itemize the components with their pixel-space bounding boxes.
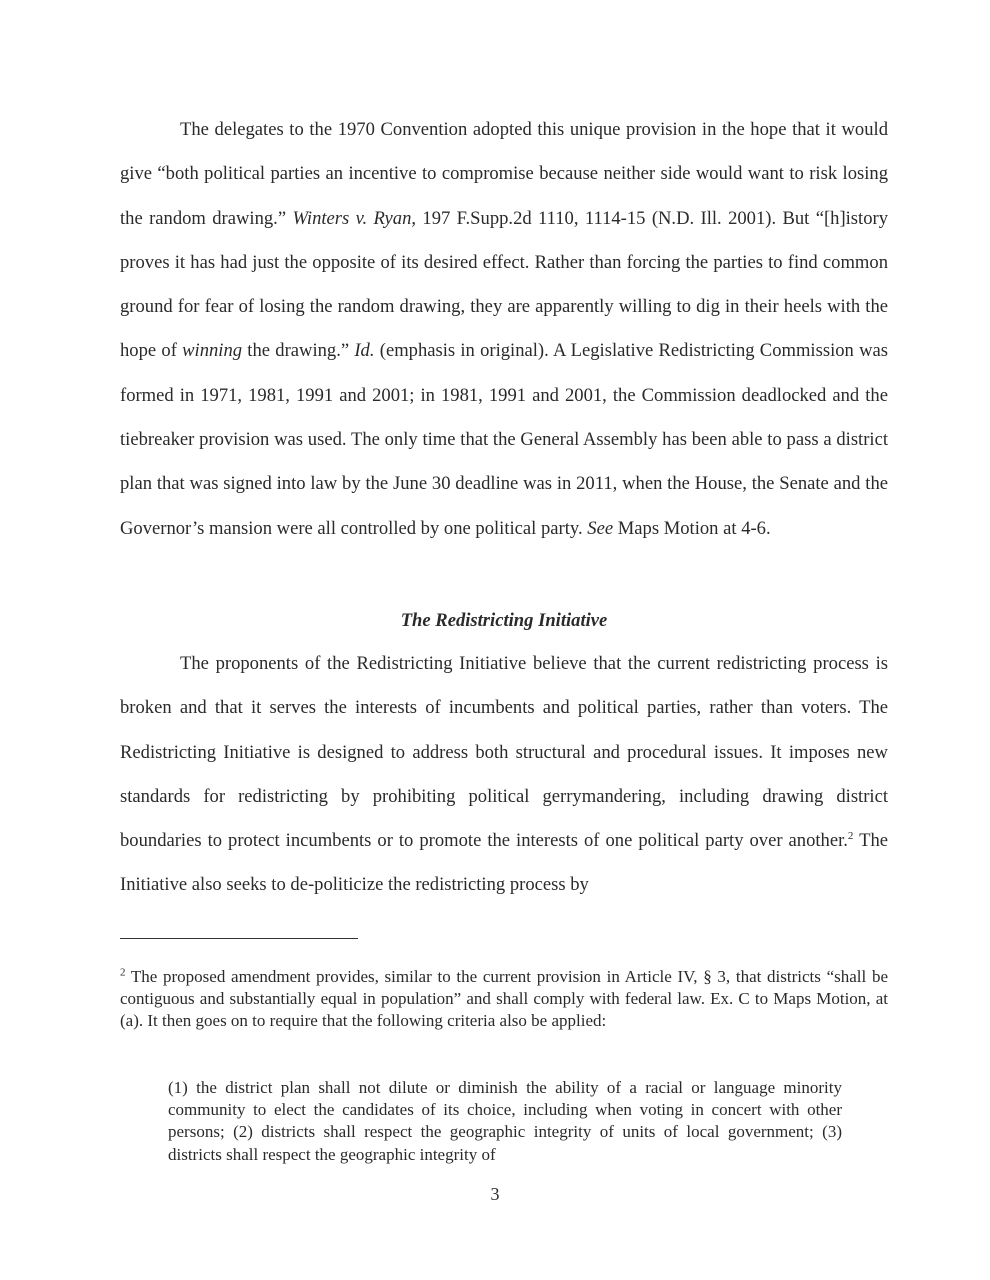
section-heading: The Redistricting Initiative bbox=[400, 610, 608, 631]
page-number: 3 bbox=[490, 1184, 500, 1204]
footnote-text: The proposed amendment provides, similar to the current provision in Article IV, § 3, that districts “shall be contiguous and substantially equal in population” and shall comply with federal law. Ex. C to Maps Motion, at (a). It then goes on to require that the following criteria also be applied: bbox=[120, 967, 888, 1031]
para2-text-1: The proponents of the Redistricting Initiative believe that the current redistricting process is broken and that it serves the interests of incumbents and political parties, rather than voters. The Redistricting Initiative is designed to address both structural and procedural issues. It imposes new standards for redistricting by prohibiting political gerrymandering, including drawing district boundaries to protect incumbents or to promote the interests of one political party over another. bbox=[120, 653, 888, 852]
para2-text-2: The Initiative also seeks to de-politicize the redistricting process by bbox=[120, 830, 888, 896]
para1-text-2: , 197 F.Supp.2d 1110, 1114-15 (N.D. Ill. 2001). But “[h]istory proves it has had just the opposite of its desired effect. Rather than forcing the parties to find common ground for fear of losing the random drawing, they are apparently willing to dig in their heels with the hope of bbox=[120, 207, 888, 362]
footnote-block-quote: (1) the district plan shall not dilute or diminish the ability of a racial or language minority community to elect the candidates of its choice, including when voting in concert with other persons; (2) districts shall respect the geographic integrity of units of local government; (3) districts shall respect the geographic integrity of bbox=[168, 1078, 842, 1164]
footnote-number: 2 bbox=[120, 966, 126, 979]
para1-text-3: the drawing.” bbox=[242, 340, 355, 362]
emphasis-winning: winning bbox=[182, 340, 243, 362]
see-signal: See bbox=[587, 517, 614, 539]
case-citation-winters-v-ryan: Winters v. Ryan bbox=[292, 207, 412, 229]
body-paragraph-convention-history bbox=[120, 108, 888, 551]
para1-text-4: (emphasis in original). A Legislative Redistricting Commission was formed in 1971, 1981, 1991 and 2001; in 1981, 1991 and 2001, the Commission deadlocked and the tiebreaker provision was used. The only time that the General Assembly has been able to pass a district plan that was signed into law by the June 30 deadline was in 2011, when the House, the Senate and the Governor’s mansion were all controlled by one political party. bbox=[120, 340, 888, 539]
para1-text-5: Maps Motion at 4-6. bbox=[613, 517, 771, 539]
id-citation: Id. bbox=[354, 340, 375, 362]
para1-text-1: The delegates to the 1970 Convention adopted this unique provision in the hope that it would give “both political parties an incentive to compromise because neither side would want to risk losing the random drawing.” bbox=[120, 119, 888, 229]
body-paragraph-redistricting-initiative bbox=[120, 642, 888, 908]
footnote-reference: 2 bbox=[847, 830, 854, 842]
footnote-2 bbox=[120, 966, 888, 1033]
footnote-separator-rule bbox=[120, 938, 358, 939]
